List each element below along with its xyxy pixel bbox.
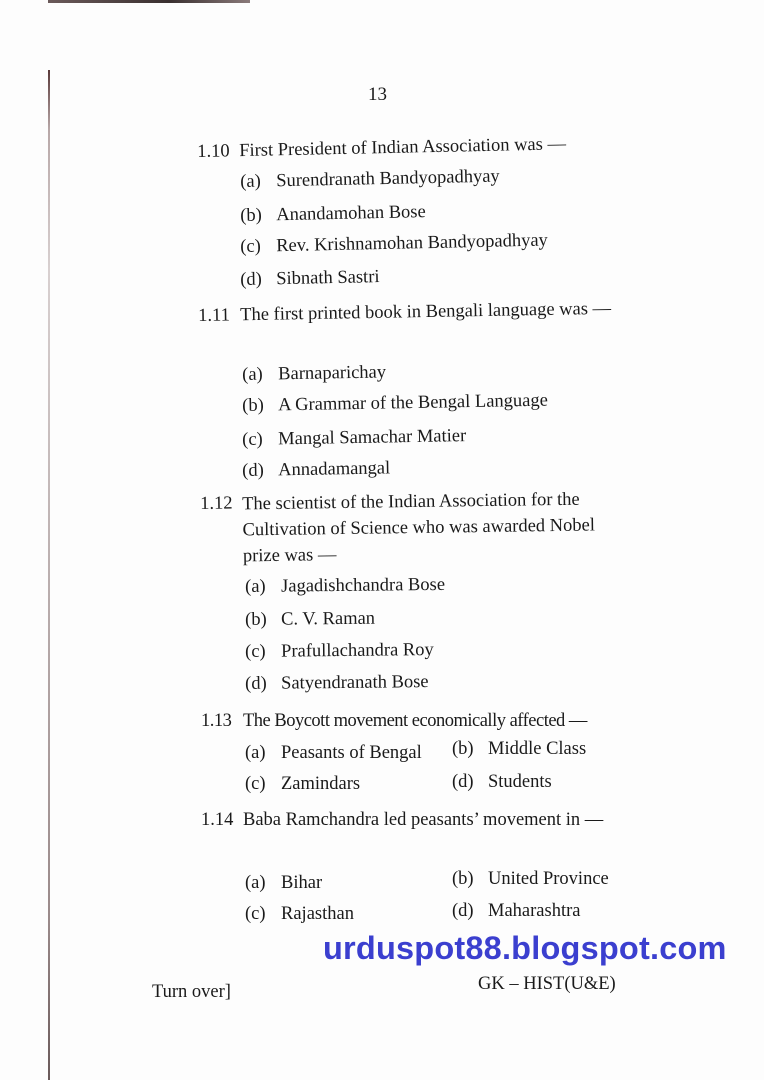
option-label: (b) — [240, 205, 263, 226]
question-stem: The scientist of the Indian Association for the Cultivation of Science who was awarded Nobel prize was — — [242, 489, 596, 567]
question-stem: First President of Indian Association was — — [239, 134, 567, 162]
option-text: Surendranath Bandyopadhyay — [276, 166, 500, 192]
option-text: Satyendranath Bose — [281, 672, 429, 694]
option-c — [240, 229, 548, 259]
option-a — [245, 741, 422, 765]
option-label: (b) — [452, 739, 474, 759]
option-c — [242, 424, 466, 452]
page-number: 13 — [368, 84, 387, 105]
option-text: Anandamohan Bose — [276, 202, 426, 226]
footer-paper-code: GK – HIST(U&E) — [478, 974, 616, 994]
question-number: 1.11 — [198, 305, 231, 326]
option-text: Students — [488, 772, 552, 792]
option-a — [245, 871, 322, 895]
option-label: (c) — [245, 774, 266, 794]
option-label: (c) — [245, 904, 266, 924]
option-b — [245, 607, 375, 632]
option-b — [452, 737, 586, 761]
option-label: (d) — [242, 460, 264, 481]
option-d — [240, 265, 380, 292]
option-label: (a) — [245, 743, 266, 763]
option-label: (b) — [452, 869, 474, 889]
option-c — [245, 772, 360, 796]
option-label: (c) — [240, 236, 262, 257]
option-label: (d) — [452, 772, 474, 792]
option-a — [245, 573, 445, 599]
question-stem: The first printed book in Bengali language was — — [240, 298, 612, 326]
option-b — [242, 389, 548, 418]
option-label: (a) — [245, 576, 266, 597]
option-text: A Grammar of the Bengal Language — [278, 390, 549, 416]
option-label: (d) — [452, 901, 474, 921]
option-label: (b) — [245, 609, 267, 630]
option-text: Maharashtra — [488, 901, 581, 921]
option-label: (a) — [240, 171, 262, 192]
option-text: Peasants of Bengal — [281, 743, 422, 763]
option-b — [240, 200, 426, 228]
option-c — [245, 902, 354, 926]
option-b — [452, 867, 609, 891]
option-label: (d) — [245, 673, 267, 694]
option-text: Prafullachandra Roy — [281, 640, 434, 662]
page-left-edge-line — [48, 70, 50, 1080]
option-d — [245, 670, 429, 696]
option-a — [240, 165, 500, 194]
question-number: 1.10 — [197, 141, 230, 162]
option-text: Rajasthan — [281, 904, 354, 924]
option-text: United Province — [488, 869, 609, 889]
option-c — [245, 638, 434, 664]
option-d — [452, 899, 580, 923]
option-text: Middle Class — [488, 739, 587, 759]
option-d — [452, 770, 552, 794]
footer-turn-over: Turn over] — [152, 982, 231, 1002]
option-label: (a) — [242, 364, 263, 385]
option-text: Mangal Samachar Matier — [278, 426, 467, 450]
option-text: Annadamangal — [278, 458, 391, 481]
option-label: (c) — [245, 641, 266, 662]
option-label: (b) — [242, 395, 264, 416]
option-d — [242, 456, 390, 483]
option-text: Bihar — [281, 873, 323, 893]
option-a — [242, 360, 386, 387]
option-text: C. V. Raman — [281, 608, 376, 630]
question-number: 1.14 — [201, 810, 234, 830]
option-text: Rev. Krishnamohan Bandyopadhyay — [276, 230, 549, 257]
question-stem: The Boycott movement economically affected — — [243, 711, 587, 731]
question-stem: Baba Ramchandra led peasants’ movement in — — [243, 810, 604, 830]
option-text: Jagadishchandra Bose — [281, 574, 446, 597]
question-number: 1.12 — [200, 493, 233, 514]
option-text: Zamindars — [281, 774, 361, 794]
page-top-edge-shadow — [48, 0, 250, 3]
option-label: (c) — [242, 429, 263, 450]
question-number: 1.13 — [201, 711, 232, 731]
watermark-url: urduspot88.blogspot.com — [323, 930, 727, 966]
option-label: (d) — [240, 269, 263, 290]
option-label: (a) — [245, 873, 266, 893]
option-text: Barnaparichay — [278, 362, 387, 385]
option-text: Sibnath Sastri — [276, 267, 380, 290]
